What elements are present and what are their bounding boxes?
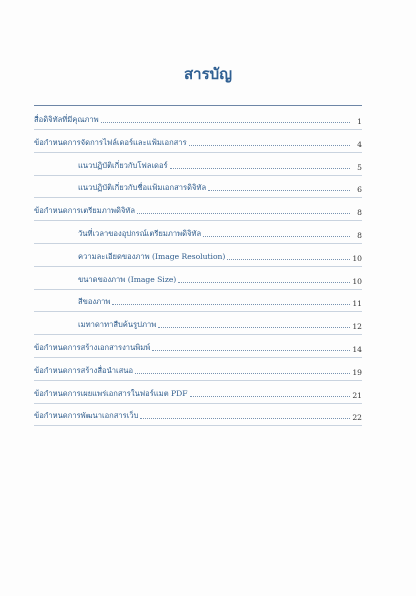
toc-entry[interactable]: [34, 156, 362, 172]
toc-entry-label: แนวปฏิบัติเกี่ยวกับชื่อแฟ้มเอกสารดิจิทัล: [78, 183, 207, 193]
dot-leader: [189, 144, 350, 146]
toc-entry[interactable]: [34, 178, 362, 194]
toc-entry-page-number: 8: [357, 208, 362, 218]
row-separator: [34, 266, 362, 267]
toc-entry-label: เมทาดาทาสืบค้นรูปภาพ: [78, 320, 157, 330]
dot-leader: [170, 167, 350, 169]
row-separator: [34, 403, 362, 404]
dot-leader: [178, 281, 350, 283]
row-separator: [34, 197, 362, 198]
toc-entry[interactable]: [34, 406, 362, 422]
dot-leader: [158, 326, 350, 328]
row-separator: [34, 129, 362, 130]
dot-leader: [140, 417, 350, 419]
toc-entry-page-number: 8: [357, 231, 362, 240]
row-separator: [34, 334, 362, 335]
toc-entry[interactable]: [34, 110, 362, 126]
toc-entry[interactable]: [34, 315, 362, 331]
dot-leader: [101, 121, 350, 123]
toc-entry-page-number: 14: [352, 345, 362, 354]
row-separator: [34, 175, 362, 176]
toc-entry-page-number: 12: [352, 322, 362, 332]
toc-entry-label: ความละเอียดของภาพ (Image Resolution): [78, 251, 226, 261]
toc-entry[interactable]: [34, 338, 362, 354]
toc-entry[interactable]: [34, 361, 362, 377]
toc-entry[interactable]: [34, 224, 362, 240]
dot-leader: [208, 189, 350, 191]
toc-entry-label: สีของภาพ: [78, 297, 111, 307]
toc-entry-label: ขนาดของภาพ (Image Size): [78, 274, 177, 284]
row-separator: [34, 380, 362, 381]
row-separator: [34, 220, 362, 221]
toc-entry-label: ข้อกำหนดการเผยแพร่เอกสารในฟอร์แมต PDF: [34, 388, 188, 398]
row-separator: [34, 357, 362, 358]
dot-leader: [203, 235, 350, 237]
dot-leader: [137, 212, 350, 214]
row-separator: [34, 425, 362, 426]
toc-entry-label: วันที่เวลาของอุปกรณ์เตรียมภาพดิจิทัล: [78, 229, 202, 238]
toc-entry-page-number: 1: [357, 117, 362, 126]
toc-entry-label: ข้อกำหนดการจัดการไฟล์เดอร์และแฟ้มเอกสาร: [34, 137, 187, 147]
toc-entry[interactable]: [34, 270, 362, 286]
dot-leader: [112, 303, 350, 305]
row-separator: [34, 243, 362, 244]
toc-entry-label: แนวปฏิบัติเกี่ยวกับโฟลเดอร์: [78, 160, 168, 170]
toc-entry-label: ข้อกำหนดการสร้างเอกสารงานพิมพ์: [34, 343, 151, 352]
toc-entry[interactable]: [34, 201, 362, 217]
row-separator: [34, 152, 362, 153]
toc-entry-label: สื่อดิจิทัลที่มีคุณภาพ: [34, 115, 99, 124]
dot-leader: [135, 372, 350, 374]
page-title: สารบัญ: [184, 65, 232, 83]
toc-entry-label: ข้อกำหนดการพัฒนาเอกสารเว็บ: [34, 411, 139, 421]
toc-entry-page-number: 6: [357, 185, 362, 195]
row-separator: [34, 289, 362, 290]
dot-leader: [190, 395, 350, 397]
toc-entry[interactable]: [34, 133, 362, 149]
toc-entry-page-number: 11: [352, 299, 362, 309]
toc-entry[interactable]: [34, 247, 362, 263]
title-divider: [34, 105, 362, 106]
dot-leader: [227, 258, 350, 260]
toc-entry-page-number: 21: [352, 390, 362, 400]
toc-entry-page-number: 4: [357, 139, 362, 149]
toc-entry-page-number: 19: [352, 367, 362, 377]
toc-entry-page-number: 5: [357, 162, 362, 172]
toc-entry-page-number: 10: [352, 253, 362, 263]
toc-entry-label: ข้อกำหนดการสร้างสื่อนำเสนอ: [34, 365, 134, 375]
toc-entry-page-number: 10: [352, 276, 362, 286]
toc-entry[interactable]: [34, 384, 362, 400]
row-separator: [34, 311, 362, 312]
dot-leader: [152, 349, 350, 351]
toc-entry[interactable]: [34, 292, 362, 308]
toc-entry-label: ข้อกำหนดการเตรียมภาพดิจิทัล: [34, 206, 136, 216]
toc-entry-page-number: 22: [352, 413, 362, 423]
